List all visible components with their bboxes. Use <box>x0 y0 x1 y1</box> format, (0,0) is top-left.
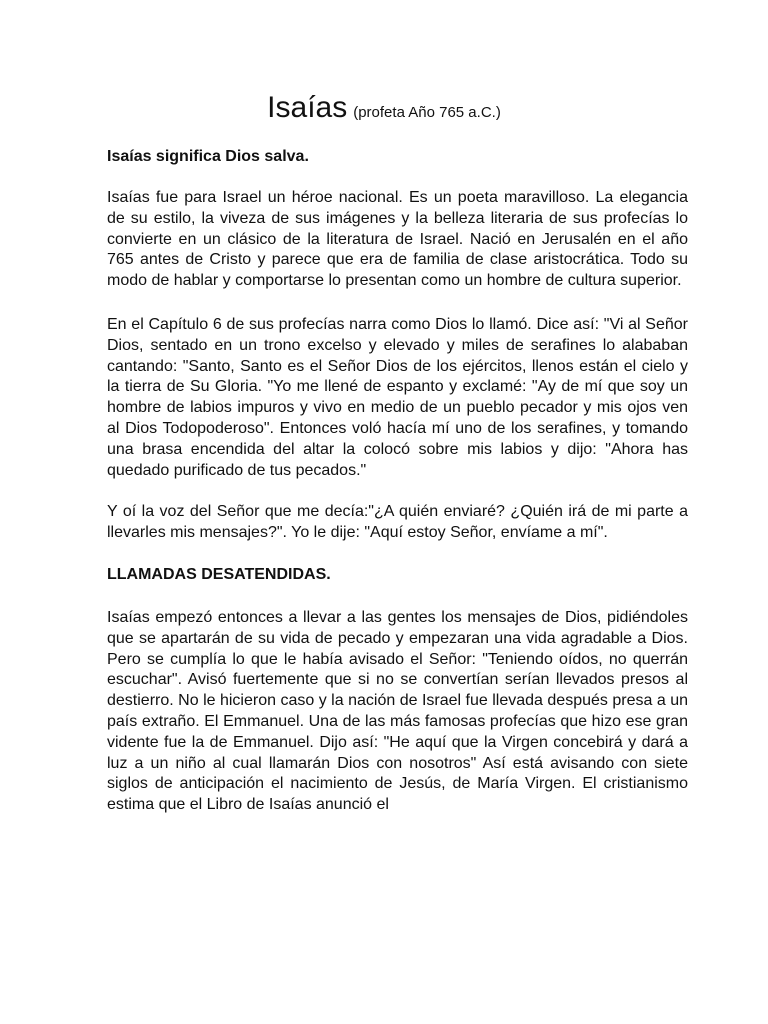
meaning-heading: Isaías significa Dios salva. <box>107 148 309 165</box>
paragraph-intro: Isaías fue para Israel un héroe nacional. Es un poeta maravilloso. La elegancia de su estilo, la viveza de sus imágenes y la belleza literaria de sus profecías lo convierte en un clásico de la literatura de Israel. Nació en Jerusalén en el año 765 antes de Cristo y parece que era de familia de clase aristocrática. Todo su modo de hablar y comportarse lo presentan como un hombre de cultura superior. <box>107 189 688 290</box>
paragraph-calling: En el Capítulo 6 de sus profecías narra como Dios lo llamó. Dice así: "Vi al Señor Dios, sentado en un trono excelso y elevado y miles de serafines lo alababan cantando: "Santo, Santo es el Señor Dios de los ejércitos, llenos están el cielo y la tierra de Su Gloria. "Yo me llené de espanto y exclamé: "Ay de mí que soy un hombre de labios impuros y vivo en medio de un pueblo pecador y mis ojos ven al Dios Todopoderoso". Entonces voló hacía mí uno de los serafines, y tomando una brasa encendida del altar la colocó sobre mis labios y dijo: "Ahora has quedado purificado de tus pecados." <box>107 315 688 479</box>
paragraph-response: Y oí la voz del Señor que me decía:"¿A quién enviaré? ¿Quién irá de mi parte a llevarles mis mensajes?". Yo le dije: "Aquí estoy Señor, envíame a mí". <box>107 503 688 542</box>
paragraph-messages: Isaías empezó entonces a llevar a las gentes los mensajes de Dios, pidiéndoles que se apartarán de su vida de pecado y empezaran una vida agradable a Dios. Pero se cumplía lo que le había avisado el Señor: "Teniendo oídos, no querrán escuchar". Avisó fuertemente que si no se convertían serían llevados presos al destierro. No le hicieron caso y la nación de Israel fue llevada después presa a un país extraño. El Emmanuel. Una de las más famosas profecías que hizo ese gran vidente fue la de Emmanuel. Dijo así: "He aquí que la Virgen concebirá y dará a luz a un niño al cual llamarán Dios con nosotros" Así está avisando con siete siglos de anticipación el nacimiento de Jesús, de María Virgen. El cristianismo estima que el Libro de Isaías anunció el <box>107 608 688 814</box>
section-heading: LLAMADAS DESATENDIDAS. <box>107 565 331 583</box>
document-body <box>107 146 688 816</box>
title-main: Isaías <box>267 91 348 124</box>
title-subtitle: (profeta Año 765 a.C.) <box>353 104 501 121</box>
document-title <box>0 90 768 126</box>
